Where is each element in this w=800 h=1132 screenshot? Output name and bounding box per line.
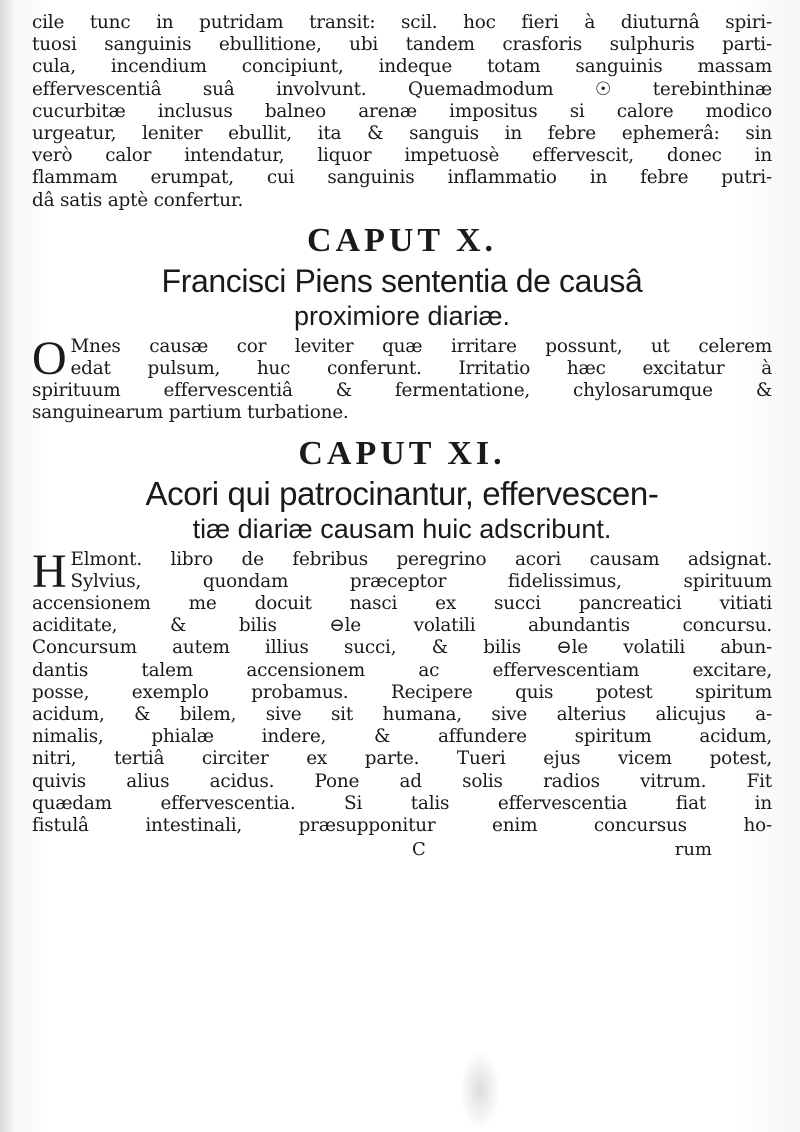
text-line: sanguinearum partium turbatione.	[32, 402, 349, 424]
text-line: urgeatur, leniter ebullit, ita & sanguis in febre ephemerâ: sin	[32, 123, 772, 145]
paper-stain	[460, 1050, 500, 1130]
text-line: flammam erumpat, cui sanguinis inflammatio in febre putri-	[32, 167, 772, 189]
text-line: Mnes causæ cor leviter quæ irritare possunt, ut celerem	[70, 335, 772, 357]
text-line: verò calor intendatur, liquor impetuosè effervescit, donec in	[32, 145, 772, 167]
text-line: accensionem me docuit nasci ex succi pancreatici vitiati	[32, 593, 772, 615]
chapter-number-xi: CAPUT XI.	[298, 434, 506, 472]
page-gutter-shadow	[0, 0, 14, 1132]
catchword-line	[32, 839, 772, 860]
body-text-top	[32, 12, 772, 212]
text-line: acidum, & bilem, sive sit humana, sive alterius alicujus a-	[32, 704, 772, 726]
body-text-chapter-x	[32, 331, 772, 425]
text-line: fistulâ intestinali, præsupponitur enim concursus ho-	[32, 815, 772, 837]
chapter-number-x: CAPUT X.	[306, 221, 498, 259]
text-line: edat pulsum, huc conferunt. Irritatio hæc excitatur à	[70, 358, 772, 380]
text-line: Concursum autem illius succi, & bilis ⊖le volatili abun-	[32, 637, 772, 659]
chapter-subtitle-x: proximiore diariæ.	[293, 300, 511, 331]
text-line: dantis talem accensionem ac effervescentiam excitare,	[32, 659, 772, 681]
text-line: Elmont. libro de febribus peregrino acori causam adsignat.	[70, 548, 772, 570]
text-line: dâ satis aptè confertur.	[32, 189, 244, 211]
text-line: quædam effervescentia. Si talis effervescentia fiat in	[32, 792, 772, 814]
text-line: nimalis, phialæ indere, & affundere spiritum acidum,	[32, 726, 772, 748]
chapter-subtitle-xi: tiæ diariæ causam huic adscribunt.	[192, 513, 612, 544]
text-line: cucurbitæ inclusus balneo arenæ impositus si calore modico	[32, 100, 772, 122]
text-line: aciditate, & bilis ⊖le volatili abundantis concursu.	[32, 615, 772, 637]
text-line: cula, incendium concipiunt, indeque totam sanguinis massam	[32, 56, 772, 78]
signature-mark: C	[412, 839, 426, 861]
chapter-title-x: Francisci Piens sententia de causâ	[161, 262, 643, 299]
text-line: nitri, tertiâ circiter ex parte. Tueri ejus vicem potest,	[32, 748, 772, 770]
text-line: spirituum effervescentiâ & fermentatione, chylosarumque &	[32, 380, 772, 402]
text-line: Sylvius, quondam præceptor fidelissimus, spirituum	[70, 570, 772, 592]
text-line: tuosi sanguinis ebullitione, ubi tandem crasforis sulphuris parti-	[32, 34, 772, 56]
text-line: posse, exemplo probamus. Recipere quis potest spiritum	[32, 681, 772, 703]
body-text-chapter-xi	[32, 544, 772, 838]
drop-cap: O	[32, 331, 67, 385]
drop-cap: H	[32, 544, 67, 598]
text-line: effervescentiâ suâ involvunt. Quemadmodum ☉ terebinthinæ	[32, 78, 772, 100]
catchword: rum	[674, 839, 712, 861]
text-line: quivis alius acidus. Pone ad solis radios vitrum. Fit	[32, 770, 772, 792]
chapter-title-xi: Acori qui patrocinantur, effervescen-	[145, 474, 659, 512]
text-line: cile tunc in putridam transit: scil. hoc fieri à diuturnâ spiri-	[32, 12, 772, 33]
